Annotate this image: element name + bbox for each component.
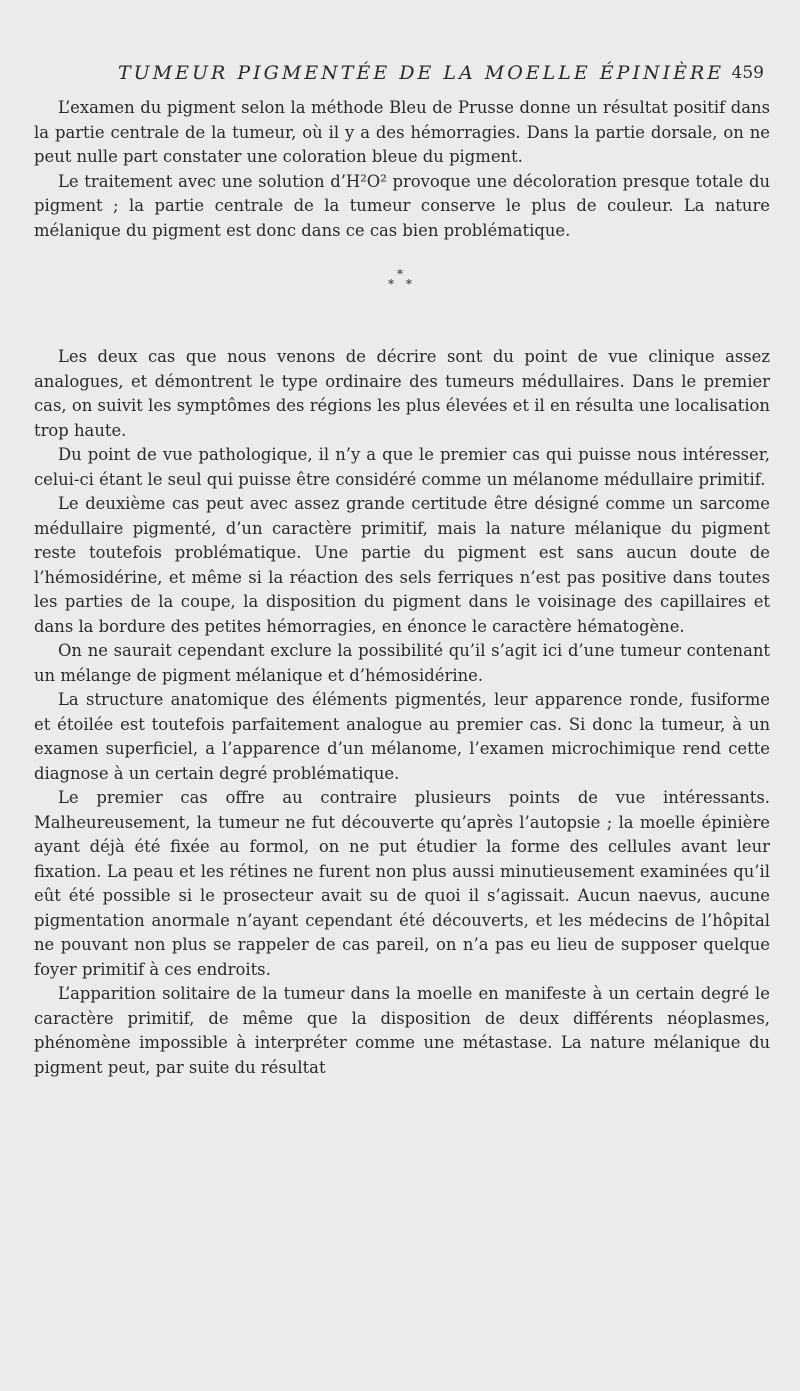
paragraph: L’examen du pigment selon la méthode Bleu de Prusse donne un résultat positif dans la partie centrale de la tumeur, où il y a des hémorragies. Dans la partie dorsale, on ne peut nulle part constater une coloration bleue du pigment. — [34, 98, 770, 166]
separator-bottom-stars: * * — [388, 277, 416, 291]
separator-top-star: * — [397, 267, 407, 281]
paragraph: Du point de vue pathologique, il n’y a que le premier cas qui puisse nous intéresser, celui-ci étant le seul qui puisse être considéré comme un mélanome médullaire primitif. — [34, 445, 770, 489]
paragraph: Les deux cas que nous venons de décrire sont du point de vue clinique assez analogues, et démontrent le type ordinaire des tumeurs médullaires. Dans le premier cas, on suivit les symptômes des régions les plus élevées et il en résulta une localisation trop haute. — [34, 347, 770, 440]
paragraph: On ne saurait cependant exclure la possibilité qu’il s’agit ici d’une tumeur contenant un mélange de pigment mélanique et d’hémosidérine. — [34, 641, 770, 685]
paragraph: Le premier cas offre au contraire plusieurs points de vue intéressants. Malheureusement, la tumeur ne fut découverte qu’après l’autopsie ; la moelle épinière ayant déjà été fixée au formol, on ne put étudier la forme des cellules avant leur fixation. La peau et les rétines ne furent non plus aussi minutieusement examinées qu’il eût été possible si le prosecteur avait su de quoi il s’agissait. Aucun naevus, aucune pigmentation anormale n’ayant cependant été découverts, et les médecins de l’hôpital ne pouvant non plus se rappeler de cas pareil, on n’a pas eu lieu de supposer quelque foyer primitif à ces endroits. — [34, 788, 770, 979]
paragraph: Le deuxième cas peut avec assez grande certitude être désigné comme un sarcome médullaire pigmenté, d’un caractère primitif, mais la nature mélanique du pigment reste toutefois problématique. Une partie du pigment est sans aucun doute de l’hémosidérine, et même si la réaction des sels ferriques n’est pas positive dans toutes les parties de la coupe, la disposition du pigment dans le voisinage des capillaires et dans la bordure des petites hémorragies, en énonce le caractère hématogène. — [34, 494, 770, 636]
body-text — [34, 96, 770, 1080]
page-number: 459 — [731, 63, 764, 83]
paragraph: Le traitement avec une solution d’H²O² provoque une décoloration presque totale du pigment ; la partie centrale de la tumeur conserve le plus de couleur. La nature mélanique du pigment est donc dans ce cas bien problématique. — [34, 171, 770, 240]
section-separator — [34, 243, 770, 345]
paragraph: La structure anatomique des éléments pigmentés, leur apparence ronde, fusiforme et étoilée est toutefois parfaitement analogue au premier cas. Si donc la tumeur, à un examen superficiel, a l’apparence d’un mélanome, l’examen microchimique rend cette diagnose à un certain degré problématique. — [34, 690, 770, 783]
running-title: TUMEUR PIGMENTÉE DE LA MOELLE ÉPINIÈRE — [118, 62, 725, 84]
page-header — [0, 62, 800, 88]
paragraph: L’apparition solitaire de la tumeur dans la moelle en manifeste à un certain degré le caractère primitif, de même que la disposition de deux différents néoplasmes, phénomène impossible à interpréter comme une métastase. La nature mélanique du pigment peut, par suite du résultat — [34, 984, 770, 1077]
